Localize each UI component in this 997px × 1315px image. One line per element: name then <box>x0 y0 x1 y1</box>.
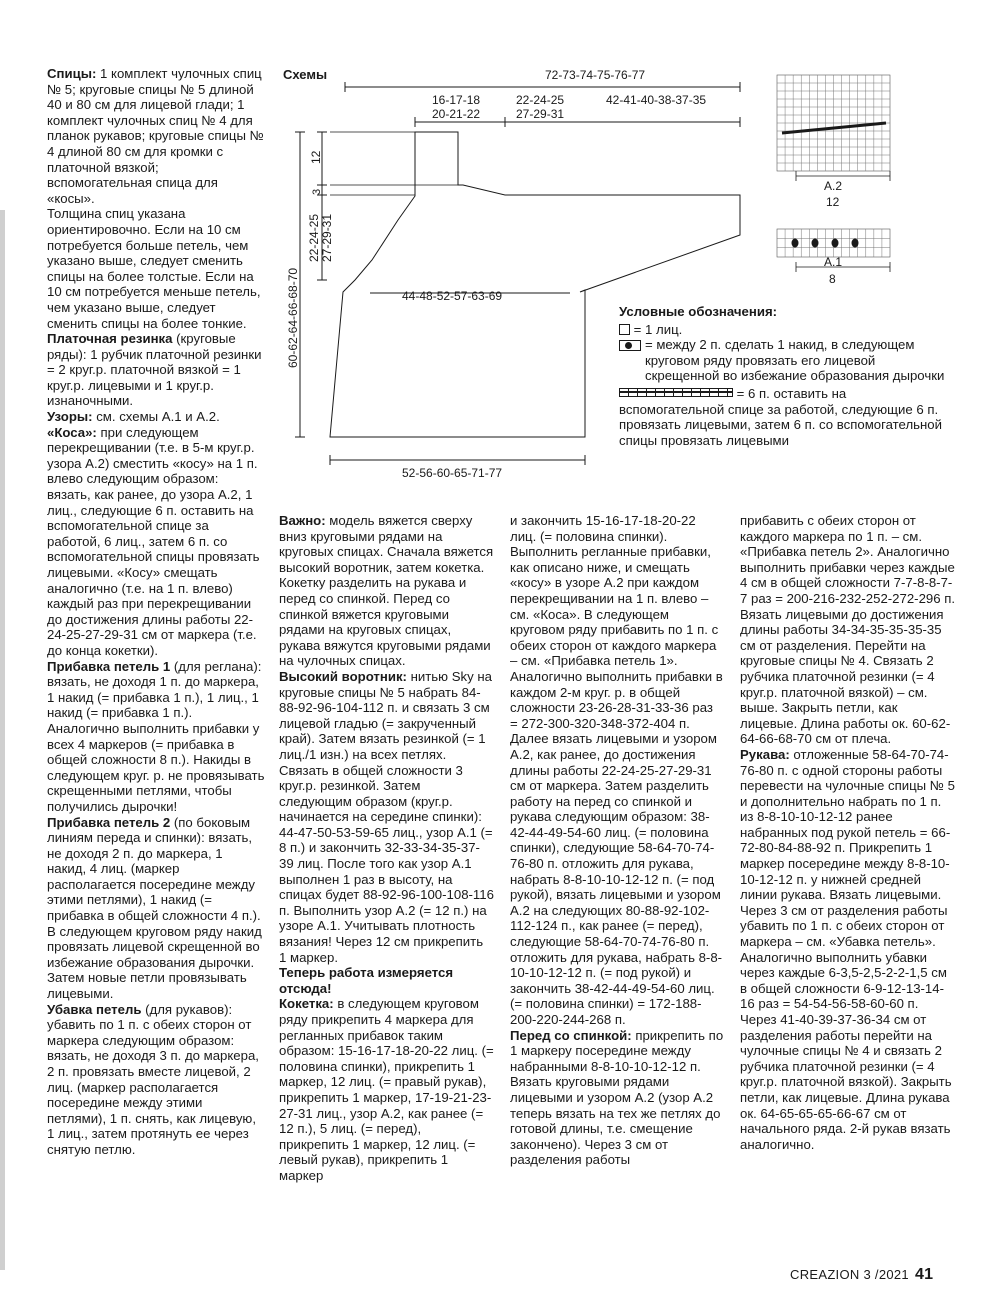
dim-top-width: 72-73-74-75-76-77 <box>545 68 646 82</box>
paragraph-heading: Платочная резинка <box>47 331 173 347</box>
paragraph-heading: Рукава: <box>740 746 790 762</box>
legend-cable <box>619 386 949 448</box>
legend-title: Условные обозначения: <box>619 304 778 319</box>
legend-knit <box>619 322 949 338</box>
chart-a2-cable-bar <box>782 123 886 133</box>
dim-collar-width-a: 16-17-18 <box>432 93 481 107</box>
dim-sleeve-width: 42-41-40-38-37-35 <box>606 93 707 107</box>
legend <box>619 304 949 448</box>
chart-a1-label: A.1 <box>824 255 843 269</box>
dim-collar-height: 12 <box>309 150 323 164</box>
paragraph-text: прикрепить по 1 маркеру посередине между набранными 8-8-10-10-12-12 п. Вязать круговыми рядами лицевыми и узором А.2 (узор А.2 теперь вязать на тех же петлях до готовой длины, т.е. смещение закончено). Через 3 см от разделения работы <box>510 1027 724 1168</box>
legend-yo-text: = между 2 п. сделать 1 накид, в следующем круговом ряду провязать его лицевой скрещенной во избежание образования дырочки <box>645 337 945 384</box>
knit-symbol-icon <box>619 324 630 335</box>
chart-a2-count: 12 <box>826 195 840 209</box>
paragraph <box>47 1002 265 1158</box>
paragraph-heading: Важно: <box>279 513 326 528</box>
instructions-column-4 <box>740 513 956 1152</box>
legend-knit-text: = 1 лиц. <box>633 321 683 337</box>
paragraph-text: нитью Sky на круговые спицы № 5 набрать 84-88-92-96-104-112 п. и связать 3 см лицевой гладью (= закрученный край). Затем вязать резинкой (= 1 лиц./1 изн.) на всех петлях. Связать в общей сложности 3 круг.р. резинкой. Затем следующим образом (круг.р. начинается на середине спинки): 44-47-50-53-59-65 лиц., узор А.1 (= 8 п.) и закончить 32-33-34-35-37-39 лиц. После того как узор А.1 выполнен 1 раз в высоту, на спицах будет 88-92-96-100-108-116 п. Выполнить узор А.2 (= 12 п.) на узоре А.1. Учитывать плотность вязания! Через 12 см прикрепить 1 маркер. <box>279 668 494 965</box>
legend-yo <box>619 337 949 384</box>
paragraph-text: 1 комплект чулочных спиц № 5; круговые спицы № 5 длиной 40 и 80 см для лицевой глади; 1 комплект чулочных спиц № 4 для планок рукавов; круговые спицы № 4 длиной 80 см для кромки с платочной вязкой; вспомогательная спица для «косы». <box>47 66 264 206</box>
paragraph-heading: «Коса»: <box>47 424 97 440</box>
paragraph-text: (по боковым линиям переда и спинки): вязать, не доходя 2 п. до маркера, 1 накид, 4 лиц. (маркер располагается посередине между этими петлями), 1 накид (= прибавка в общей сложности 4 п.). В следующем круговом ряду накид провязать лицевой скрещенной во избежание образования дырочки. Затем новые петли провязывать лицевыми. <box>47 814 262 1002</box>
dim-chest-width: 44-48-52-57-63-69 <box>402 289 503 303</box>
chart-a1-count: 8 <box>829 272 836 286</box>
paragraph-heading: Прибавка петель 1 <box>47 658 171 674</box>
paragraph-heading: Теперь работа измеряется отсюда! <box>279 965 454 996</box>
paragraph <box>510 513 724 1028</box>
paragraph-heading: Узоры: <box>47 409 93 425</box>
paragraph-text: (для рукавов): убавить по 1 п. с обеих сторон от маркера следующим образом: вязать, не доходя 3 п. до маркера, 2 п. провязать вместе лицевой, 2 лиц. (маркер располагается посередине между этими петлями), 1 п. снять, как лицевую, 1 лиц., затем протянуть ее через снятую петлю. <box>47 1001 259 1157</box>
yo-symbol-icon <box>619 340 641 351</box>
paragraph-heading: Прибавка петель 2 <box>47 814 171 830</box>
chart-a1-yo-dot <box>792 239 799 248</box>
paragraph <box>279 669 494 965</box>
paragraph-heading: Кокетка: <box>279 996 334 1012</box>
paragraph <box>279 965 494 996</box>
dim-mid-width-b: 27-29-31 <box>516 107 565 121</box>
paragraph-text: (круговые ряды): 1 рубчик платочной резинки = 2 круг.р. платочной вязкой = 1 круг.р. лицевыми и 1 круг.р. изнаночными. <box>47 331 262 409</box>
legend-cable-text: = 6 п. оставить на вспомогательной спице за работой, следующие 6 п. провязать лицевыми, затем 6 п. со вспомогательной спицы провязать лицевыми <box>619 385 943 448</box>
instructions-column-3 <box>510 513 724 1168</box>
dim-yoke-height-b: 27-29-31 <box>320 213 334 262</box>
paragraph-text: см. схемы А.1 и А.2. <box>92 409 220 425</box>
page-footer <box>790 1266 933 1284</box>
chart-a1-yo-dot <box>812 239 819 248</box>
paragraph-heading: Высокий воротник: <box>279 668 407 684</box>
paragraph <box>279 996 494 1183</box>
dim-small-height: 3 <box>311 188 323 195</box>
dim-total-length: 60-62-64-66-68-70 <box>286 267 300 368</box>
schematic-title: Схемы <box>283 67 328 82</box>
paragraph-heading: Убавка петель <box>47 1001 142 1017</box>
paragraph-text: отложенные 58-64-70-74-76-80 п. с одной стороны работы перевести на чулочные спицы № 5 и дополнительно набрать по 1 п. из 8-8-10-10-12-12 ранее набранных под рукой петель = 66-72-80-84-88-92 п. Прикрепить 1 маркер посередине между 8-8-10-10-12-12 п. у нижней средней линии рукава. Вязать лицевыми. Через 3 см от разделения работы убавить по 1 п. с обеих сторон от маркера – см. «Убавка петель». Аналогично выполнить убавки через каждые 6-3,5-2,5-2-2-1,5 см в общей сложности 6-9-12-13-14-16 раз = 54-54-56-58-60-60 п. Через 41-40-39-37-36-34 см от разделения работы перейти на чулочные спицы № 4 и связать 2 рубчика платочной резинки (= 4 круг.р. платочной вязкой). Закрыть петли, как лицевые. Длина рукава ок. 64-65-65-65-66-67 см от начального ряда. 2-й рукав вязать аналогично. <box>740 746 955 1152</box>
paragraph-text: (для реглана): вязать, не доходя 1 п. до маркера, 1 накид (= прибавка 1 п.), 1 лиц., 1 накид (= прибавка 1 п.). Аналогично выполнить прибавки у всех 4 маркеров (= прибавка в общей сложности 8 п.). Накиды в следующем круг. р. не провязывать скрещенными петлями, чтобы получились дырочки! <box>47 658 265 814</box>
magazine-issue: CREAZION 3 /2021 <box>790 1267 909 1282</box>
dim-yoke-height-a: 22-24-25 <box>307 213 321 262</box>
paragraph-text: Толщина спиц указана ориентировочно. Если на 10 см потребуется больше петель, чем указано выше, следует сменить спицы на более толстые. Если на 10 см потребуется меньше петель, чем указано выше, следует сменить спицы на более тонкие. <box>47 206 261 331</box>
dim-collar-width-b: 20-21-22 <box>432 107 481 121</box>
chart-a2-label: A.2 <box>824 179 843 193</box>
paragraph <box>740 747 956 1152</box>
page-number: 41 <box>914 1266 934 1283</box>
chart-a1-yo-dot <box>852 239 859 248</box>
paragraph <box>279 513 494 669</box>
paragraph <box>510 1028 724 1168</box>
paragraph <box>47 659 265 815</box>
paragraph <box>47 815 265 1002</box>
paragraph <box>740 513 956 747</box>
cable-symbol-icon <box>619 388 733 397</box>
chart-a1-yo-dot <box>832 239 839 248</box>
paragraph-heading: Перед со спинкой: <box>510 1027 632 1043</box>
paragraph-text: в следующем круговом ряду прикрепить 4 маркера для регланных прибавок таким образом: 15-16-17-18-20-22 лиц. (= половина спинки), прикрепить 1 маркер, 12 лиц. (= правый рукав), прикрепить 1 маркер, 17-19-21-23-27-31 лиц., узор А.2, как ранее (= 12 п.), 5 лиц. (= перед), прикрепить 1 маркер, 12 лиц. (= левый рукав), прикрепить 1 маркер <box>279 996 494 1183</box>
paragraph-text: прибавить с обеих сторон от каждого маркера по 1 п. – см. «Прибавка петель 2». Аналогично выполнить прибавки через каждые 4 см в общей сложности 7-7-8-8-7-7 раз = 200-216-232-252-272-296 п. Вязать лицевыми до достижения длины работы 34-34-35-35-35-35 см от разделения. Перейти на круговые спицы № 4. Связать 2 рубчика платочной резинки (= 4 круг.р. платочной вязкой) – см. выше. Закрыть петли, как лицевые. Длина работы ок. 60-62-64-66-68-70 см от плеча. <box>740 513 956 747</box>
dim-mid-width-a: 22-24-25 <box>516 93 565 107</box>
dim-hem-width: 52-56-60-65-71-77 <box>402 466 503 480</box>
instructions-column-2 <box>279 513 494 1184</box>
paragraph-text: при следующем перекрещивании (т.е. в 5-м круг.р. узора А.2) сместить «косу» на 1 п. влево следующим образом: вязать, как ранее, до узора А.2, 1 лиц., следующие 6 п. оставить на вспомогательной спице за работой, 6 лиц., затем 6 п. со вспомогательной спицы провязать лицевыми. «Косу» смещать аналогично (т.е. на 1 п. влево) каждый раз при перекрещивании до достижения длины работы 22-24-25-27-29-31 см от маркера (т.е. до конца кокетки). <box>47 424 260 658</box>
paragraph-heading: Спицы: <box>47 66 97 81</box>
paragraph-text: и закончить 15-16-17-18-20-22 лиц. (= половина спинки). Выполнить регланные прибавки, как описано ниже, и смещать «косу» в узоре А.2 при каждом перекрещивании на 1 п. влево – см. «Коса». В следующем круговом ряду прибавить по 1 п. с обеих сторон от каждого маркера – см. «Прибавка петель 1». Аналогично выполнить прибавки в каждом 2-м круг. р. в общей сложности 23-26-28-31-33-36 раз = 272-300-320-348-372-404 п. Далее вязать лицевыми и узором А.2, как ранее, до достижения длины работы 22-24-25-27-29-31 см от маркера. Затем разделить работу на перед со спинкой и рукава следующим образом: 38-42-44-49-54-60 лиц. (= половина спинки), следующие 58-64-70-74-76-80 п. отложить для рукава, набрать 8-8-10-10-12-12 п. (= под рукой), вязать лицевыми и узором А.2 на следующих 80-88-92-102-112-124 п., как ранее (= перед), следующие 58-64-70-74-76-80 п. отложить для рукава, набрать 8-8-10-10-12-12 п. (= под рукой) и закончить 38-42-44-49-54-60 лиц. (= половина спинки) = 172-188-200-220-244-268 п. <box>510 513 723 1027</box>
paragraph-text: модель вяжется сверху вниз круговыми рядами на круговых спицах. Сначала вяжется высокий воротник, затем кокетка. Кокетку разделить на рукава и перед со спинкой. Перед со спинкой вяжется круговыми рядами на круговых спицах, рукава вяжутся круговыми рядами на чулочных спицах. <box>279 513 494 669</box>
